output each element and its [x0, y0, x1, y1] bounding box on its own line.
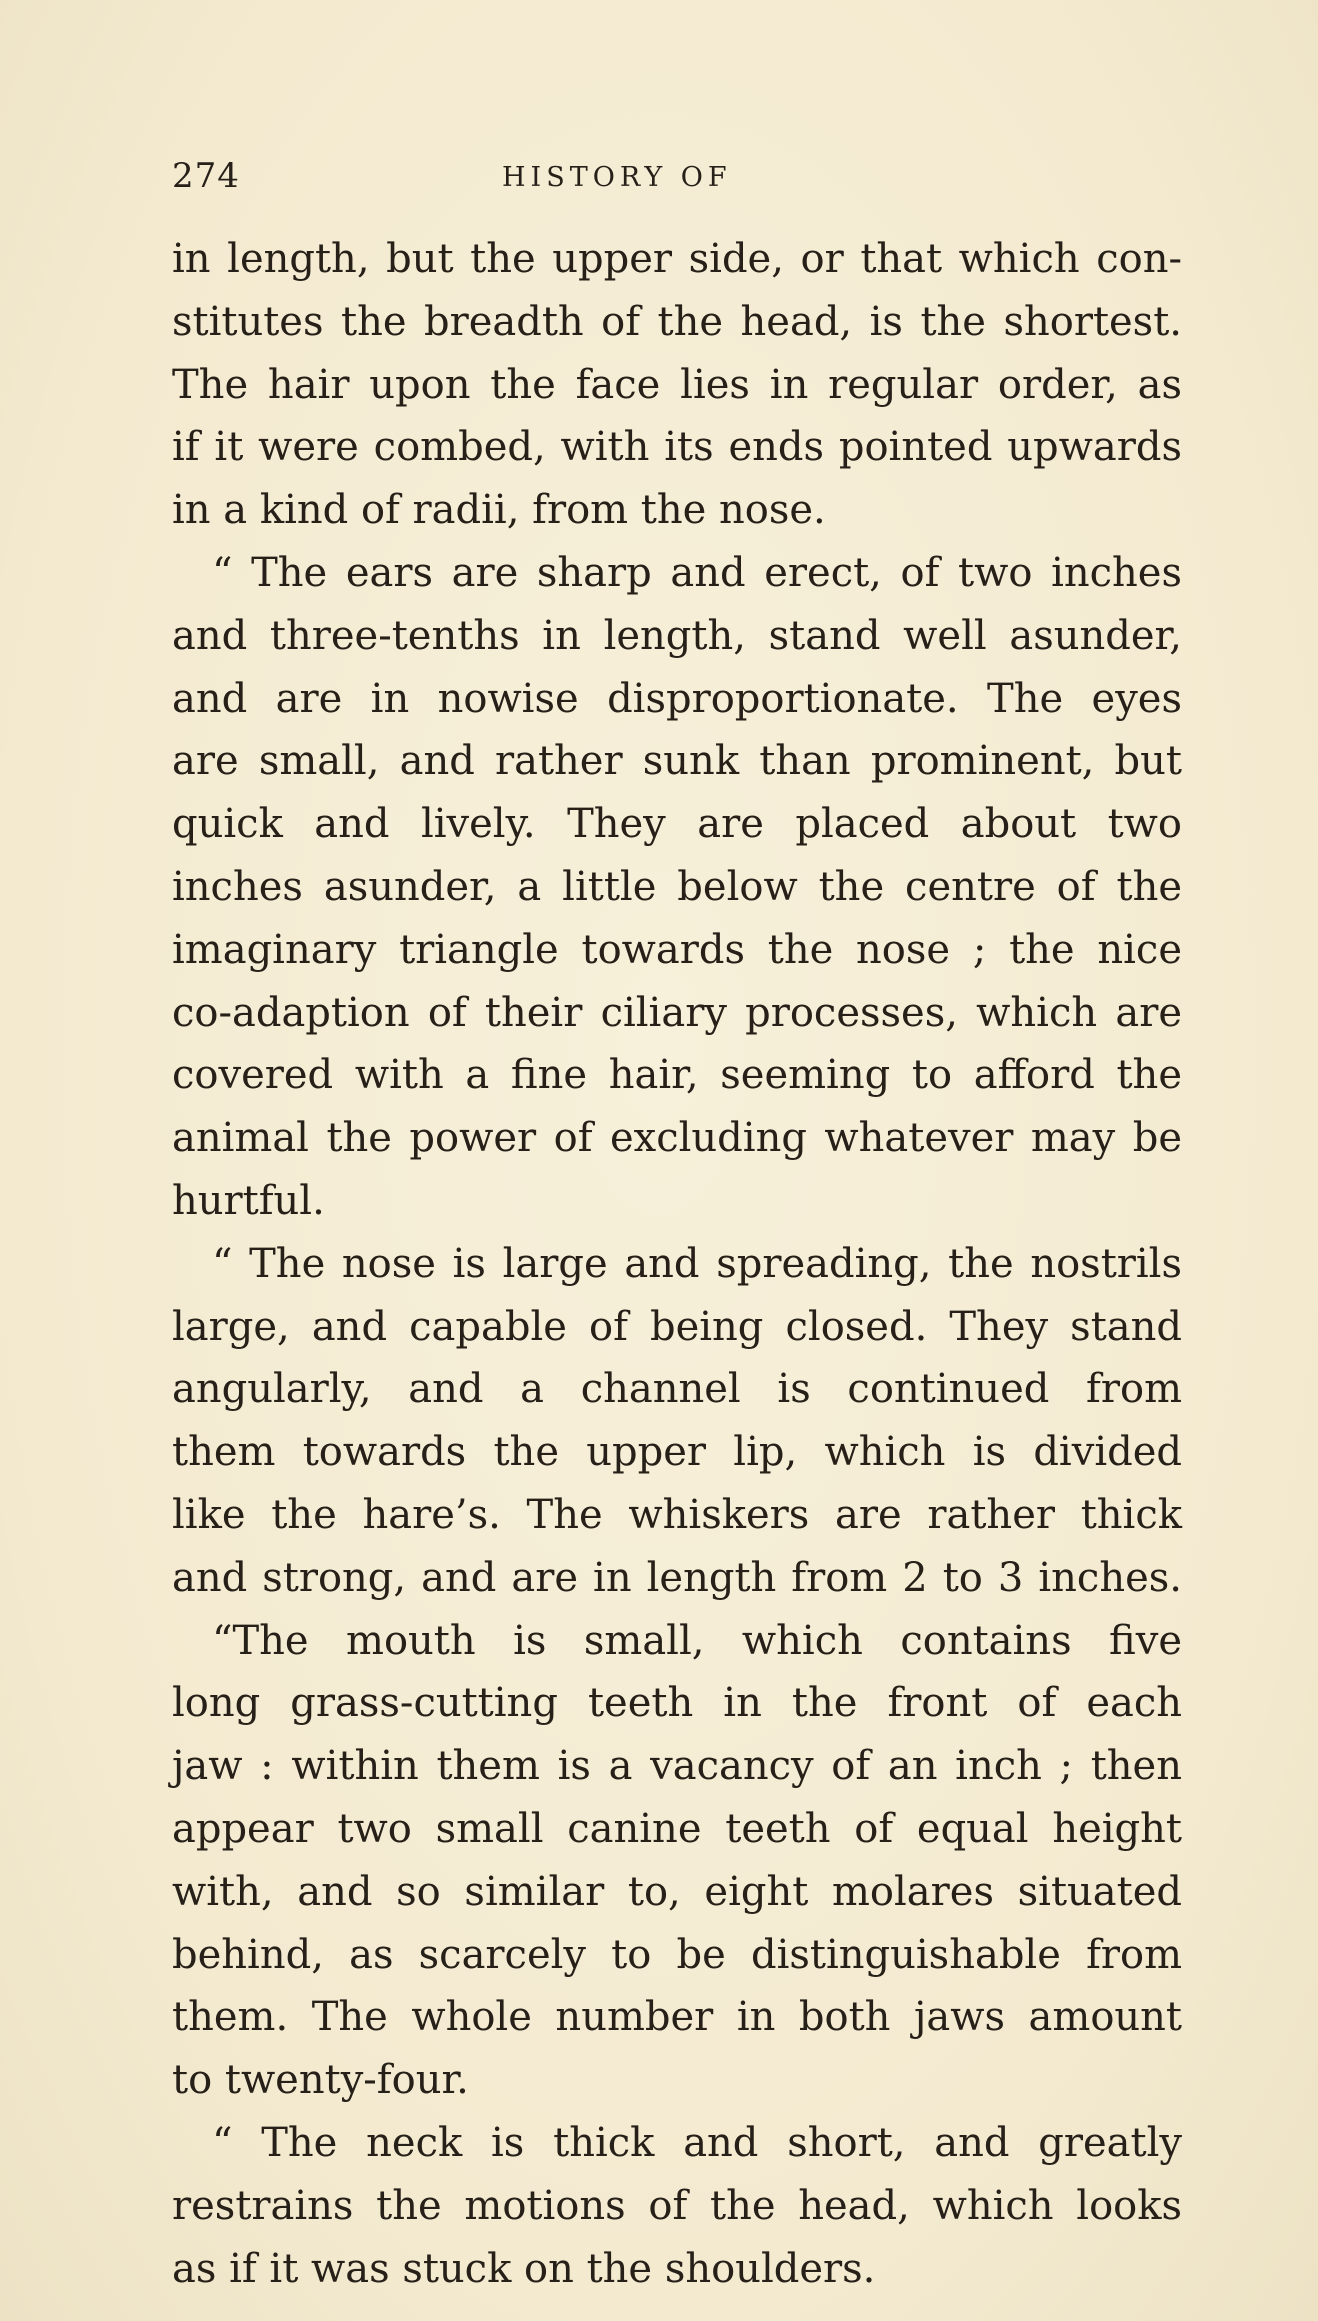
text-line: stitutes the breadth of the head, is the shortest.: [172, 298, 1182, 345]
text-line: in a kind of radii, from the nose.: [172, 487, 826, 534]
page-number: 274: [172, 156, 240, 196]
text-line: restrains the motions of the head, which looks: [172, 2182, 1182, 2229]
text-line: like the hare’s. The whiskers are rather thick: [172, 1491, 1182, 1538]
text-line: jaw : within them is a vacancy of an inch ; then: [172, 1743, 1182, 1790]
text-line: animal the power of excluding whatever may be: [172, 1115, 1182, 1162]
text-line: in length, but the upper side, or that which con-: [172, 236, 1182, 282]
text-line: and three-tenths in length, stand well asunder,: [172, 612, 1182, 659]
text-line: them. The whole number in both jaws amount: [172, 1994, 1182, 2041]
text-line: “ The ears are sharp and erect, of two inches: [212, 549, 1182, 596]
text-line: to twenty-four.: [172, 2057, 469, 2104]
text-line: “ The nose is large and spreading, the nostrils: [212, 1240, 1182, 1287]
text-line: and are in nowise disproportionate. The eyes: [172, 675, 1182, 722]
text-line: inches asunder, a little below the centre of the: [172, 863, 1182, 910]
page-header: [172, 156, 1182, 196]
text-line: behind, as scarcely to be distinguishable from: [172, 1931, 1182, 1978]
text-line: co-adaption of their ciliary processes, which are: [172, 989, 1182, 1036]
text-line: them towards the upper lip, which is divided: [172, 1429, 1182, 1476]
running-head: HISTORY OF: [502, 162, 732, 193]
text-line: The hair upon the face lies in regular order, as: [172, 361, 1182, 408]
text-line: “ The neck is thick and short, and greatly: [212, 2119, 1182, 2166]
body-text: [172, 228, 1182, 2300]
text-line: if it were combed, with its ends pointed upwards: [172, 424, 1182, 471]
text-line: imaginary triangle towards the nose ; the nice: [172, 926, 1182, 973]
text-line: and strong, and are in length from 2 to 3 inches.: [172, 1554, 1182, 1601]
text-line: as if it was stuck on the shoulders.: [172, 2245, 876, 2292]
text-line: angularly, and a channel is continued from: [172, 1366, 1182, 1413]
text-line: “The mouth is small, which contains five: [212, 1617, 1182, 1664]
text-line: quick and lively. They are placed about two: [172, 801, 1182, 848]
text-line: hurtful.: [172, 1177, 325, 1224]
text-line: appear two small canine teeth of equal height: [172, 1805, 1182, 1852]
text-line: large, and capable of being closed. They stand: [172, 1303, 1182, 1350]
text-line: covered with a fine hair, seeming to afford the: [172, 1052, 1182, 1099]
text-line: are small, and rather sunk than prominent, but: [172, 738, 1182, 785]
text-line: long grass-cutting teeth in the front of each: [172, 1680, 1182, 1727]
text-line: with, and so similar to, eight molares situated: [172, 1868, 1182, 1915]
